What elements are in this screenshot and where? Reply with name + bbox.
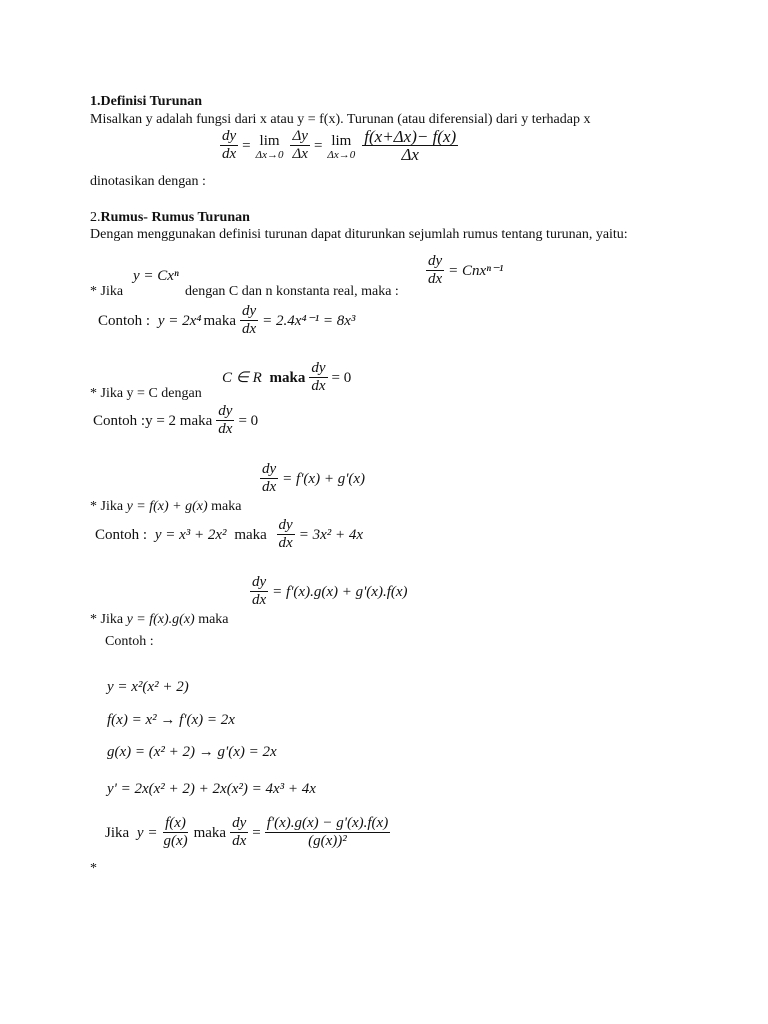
rule1-rhs: = Cnxⁿ⁻¹: [448, 262, 504, 279]
denominator: dx: [428, 271, 443, 287]
denominator: dx: [218, 421, 233, 437]
denominator: dx: [241, 321, 257, 337]
y-eq: y =: [136, 824, 158, 841]
dydx-fraction: [230, 815, 248, 850]
denominator: dx: [222, 146, 237, 162]
maka: maka: [193, 824, 227, 841]
lim-label: lim: [259, 132, 280, 149]
bullet: * Jika: [90, 612, 124, 627]
rule2-example: [93, 403, 258, 438]
example-step: f(x) = x² → f'(x) = 2x: [107, 712, 235, 728]
rule1-bullet: * Jika: [90, 284, 124, 299]
example-rhs: = 3x² + 4x: [298, 526, 364, 543]
example-y: y = 2x⁴: [157, 312, 202, 329]
rule2-result: [222, 360, 351, 395]
numerator: dy: [262, 461, 277, 477]
rule4-rhs: = f'(x).g(x) + g'(x).f(x): [272, 583, 408, 600]
example-label: Contoh :: [98, 312, 151, 329]
rule1-example: [98, 303, 355, 338]
numerator: Δy: [292, 128, 308, 144]
heading-text: Rumus- Rumus Turunan: [100, 210, 250, 225]
denominator: dx: [311, 378, 326, 394]
dydx-fraction: [216, 403, 234, 438]
numerator: dy: [428, 253, 443, 269]
section2-intro: Dengan menggunakan definisi turunan dapat diturunkan sejumlah rumus tentang turunan, yaitu:: [90, 227, 628, 242]
dydx-fraction: [426, 253, 444, 288]
bullet: * Jika: [90, 499, 124, 514]
jika: Jika: [105, 824, 130, 841]
example-y: y = x³ + 2x²: [154, 526, 227, 543]
fg-fraction: [161, 815, 189, 850]
numerator: dy: [311, 360, 326, 376]
delta-fraction: [290, 128, 309, 163]
difference-quotient: [362, 128, 458, 163]
rule3-result: [258, 461, 365, 496]
maka: maka: [203, 312, 236, 329]
rule3-rhs: = f'(x) + g'(x): [282, 470, 366, 487]
rule4-example-label: Contoh :: [105, 634, 154, 649]
equals: =: [313, 137, 323, 154]
rule2-condition: C ∈ R: [222, 369, 262, 386]
denominator: g(x): [163, 833, 188, 849]
expr: y = f(x) + g(x): [126, 499, 208, 514]
lim-sub: Δx→0: [255, 148, 284, 161]
numerator: dy: [278, 517, 293, 533]
example-step: g(x) = (x² + 2) → g'(x) = 2x: [107, 744, 277, 760]
equals: =: [252, 824, 261, 841]
dydx-fraction: [220, 128, 238, 163]
limit: [327, 131, 355, 161]
dydx-fraction: [260, 461, 278, 496]
numerator: f(x): [165, 815, 186, 831]
example-rhs: = 2.4x⁴⁻¹ = 8x³: [262, 312, 356, 329]
maka: maka: [211, 499, 242, 514]
rule4-result: [248, 574, 408, 609]
rule3-text: [90, 499, 241, 515]
equals: =: [242, 137, 251, 154]
numerator: dy: [218, 403, 233, 419]
denominator: (g(x))²: [308, 833, 347, 849]
example-label: Contoh :: [95, 526, 148, 543]
rule1-y-expression: y = Cxⁿ: [133, 268, 179, 284]
lim-sub: Δx→0: [327, 148, 356, 161]
derivative-definition-formula: [218, 128, 460, 163]
numerator: dy: [222, 128, 237, 144]
maka: maka: [198, 612, 229, 627]
denominator: Δx: [401, 145, 419, 164]
section1-intro: Misalkan y adalah fungsi dari x atau y = f(x). Turunan (atau diferensial) dari y terhadap x: [90, 112, 591, 127]
example-rhs: = 0: [238, 412, 259, 429]
denominator: dx: [278, 535, 293, 551]
numerator: dy: [252, 574, 267, 590]
trailing-bullet: *: [90, 861, 97, 876]
rule1-text: dengan C dan n konstanta real, maka :: [185, 284, 399, 299]
dydx-fraction: [250, 574, 268, 609]
rule2-text: * Jika y = C dengan: [90, 386, 202, 401]
denominator: dx: [262, 479, 277, 495]
maka: maka: [234, 526, 267, 543]
numerator: dy: [232, 815, 247, 831]
numerator: dy: [241, 303, 257, 319]
denominator: Δx: [292, 146, 308, 162]
lim-label: lim: [331, 132, 352, 149]
notation-text: dinotasikan dengan :: [90, 174, 206, 189]
maka: maka: [269, 369, 306, 386]
denominator: dx: [252, 592, 267, 608]
example-label: Contoh :y = 2 maka: [93, 412, 213, 429]
denominator: dx: [232, 833, 247, 849]
numerator: f'(x).g(x) − g'(x).f(x): [266, 815, 389, 831]
dydx-fraction: [240, 303, 258, 338]
dydx-fraction: [277, 517, 295, 552]
rule2-rhs: = 0: [331, 369, 352, 386]
rule1-result: [424, 253, 503, 288]
limit: [256, 131, 284, 161]
example-step: y = x²(x² + 2): [107, 679, 189, 695]
quotient-rule-fraction: [265, 815, 390, 850]
rule5-quotient: [105, 815, 392, 850]
section1-heading: 1.Definisi Turunan: [90, 94, 203, 109]
numerator: f(x+Δx)− f(x): [364, 127, 457, 146]
expr: y = f(x).g(x): [126, 612, 195, 627]
example-step: y' = 2x(x² + 2) + 2x(x²) = 4x³ + 4x: [107, 781, 316, 797]
section2-heading: [90, 210, 250, 226]
rule3-example: [95, 517, 363, 552]
rule4-text: [90, 612, 229, 628]
dydx-fraction: [309, 360, 327, 395]
heading-number: 2.: [90, 210, 101, 225]
